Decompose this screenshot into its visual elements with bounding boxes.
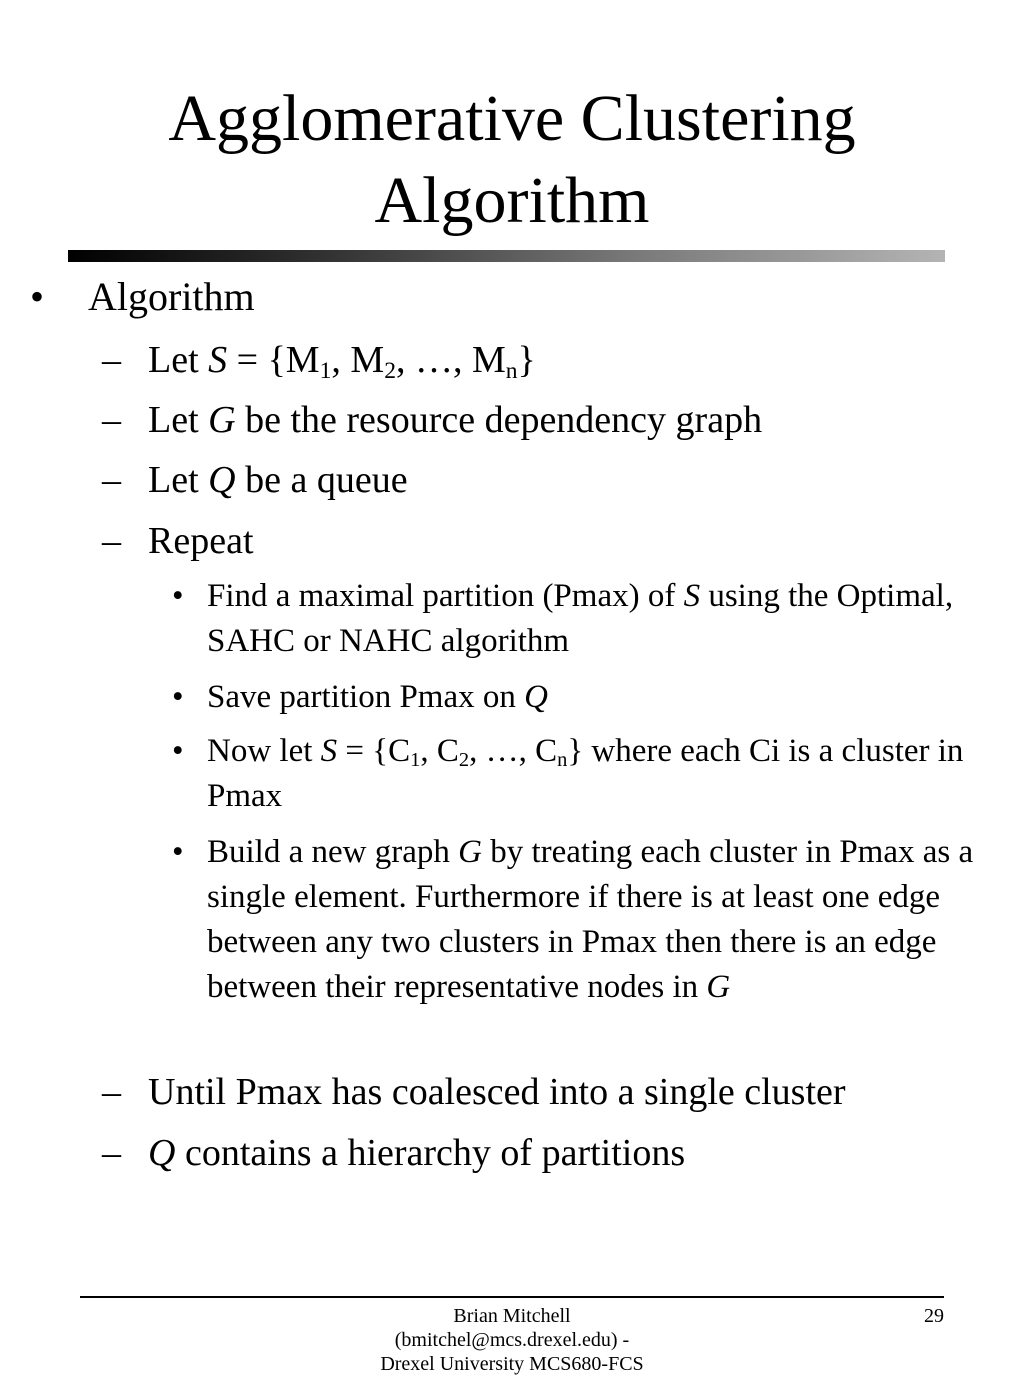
bullet-dot-icon: •: [172, 679, 184, 715]
bullet-text: Algorithm: [88, 274, 255, 319]
dash-icon: –: [102, 339, 121, 381]
title-line-2: Algorithm: [374, 164, 650, 237]
bullet-dot-icon: •: [30, 274, 45, 319]
sub-bullet-text: Repeat: [148, 520, 254, 562]
sub-bullet-text: Let $S = \{M_1$, $M_2$, …, $M_n$}: [148, 339, 536, 384]
footer-author: [330, 1304, 694, 1376]
page-number: 29: [924, 1305, 944, 1327]
footer-divider: [80, 1296, 944, 1298]
bullet-dot-icon: •: [172, 733, 184, 769]
dash-icon: –: [102, 520, 121, 562]
bullet-dot-icon: •: [172, 834, 184, 870]
footer-course: Drexel University MCS680-FCS: [380, 1353, 644, 1375]
footer-name: Brian Mitchell: [453, 1305, 571, 1327]
bullet-dot-icon: •: [172, 578, 184, 614]
sub-bullet-text: Let G be the resource dependency graph: [148, 399, 763, 441]
title-line-1: Agglomerative Clustering: [168, 82, 856, 155]
slide-title: [0, 78, 1024, 242]
dash-icon: –: [102, 399, 121, 441]
step-text: Build a new graph G by treating each cluster in Pmax as a single element. Furthermore if there is at least one edge between any two clusters in Pmax then there is an edge between their representative nodes in G: [207, 834, 974, 1005]
footer-email: (bmitchel@mcs.drexel.edu) -: [394, 1329, 630, 1351]
step-text: Save partition Pmax on Q: [207, 679, 548, 715]
title-divider: [68, 250, 945, 262]
step-text: Now let $S = \{C_1$, $C_2$, …, $C_n$} where each Ci is a cluster in Pmax: [207, 733, 964, 814]
step-text: Find a maximal partition (Pmax) of S using the Optimal, SAHC or NAHC algorithm: [207, 578, 954, 659]
sub-bullet-text: Until Pmax has coalesced into a single cluster: [148, 1071, 846, 1113]
dash-icon: –: [102, 1071, 121, 1113]
dash-icon: –: [102, 1132, 121, 1174]
dash-icon: –: [102, 459, 121, 501]
sub-bullet-text: Q contains a hierarchy of partitions: [148, 1132, 686, 1174]
sub-bullet-text: Let Q be a queue: [148, 459, 408, 501]
